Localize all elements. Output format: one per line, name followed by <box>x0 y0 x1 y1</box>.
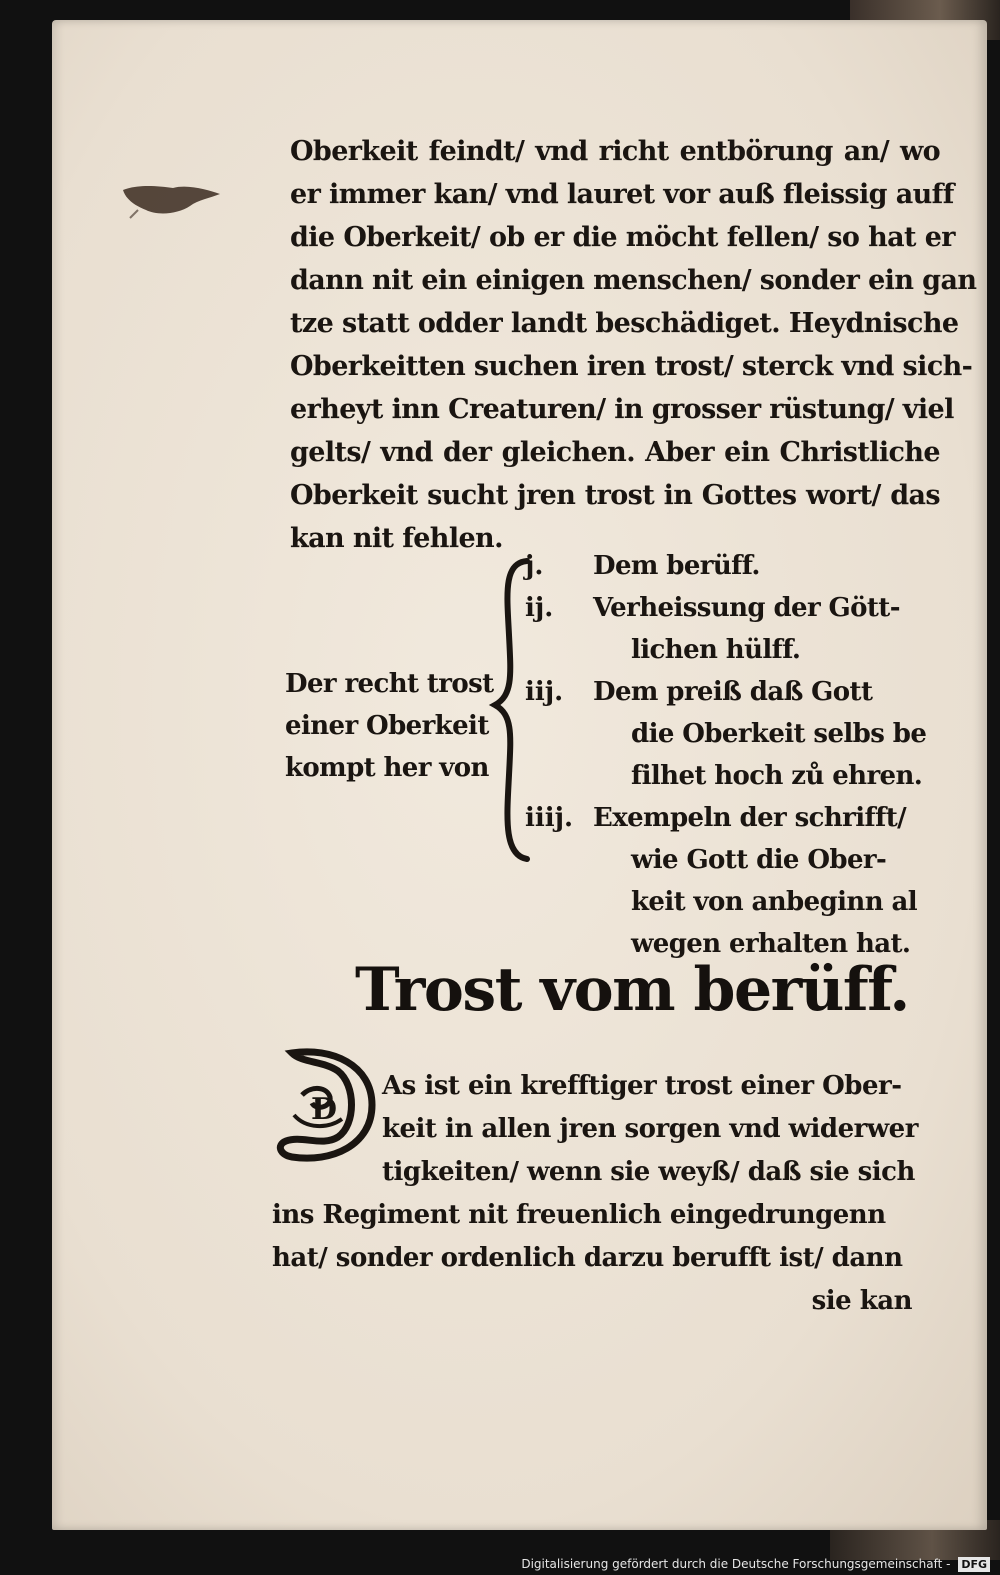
text-line: die Oberkeit/ ob er die möcht fellen/ so hat er <box>290 222 955 253</box>
text-line: dann nit ein einigen menschen/ sonder ein gan <box>290 265 977 296</box>
outline-lead-line: kompt her von <box>285 753 489 783</box>
paragraph <box>272 1065 918 1323</box>
text-line: Oberkeitten suchen iren trost/ sterck vnd sich- <box>290 351 973 382</box>
outline-item-number: ij. <box>525 593 554 623</box>
paragraph-line: hat/ sonder ordenlich darzu berufft ist/ dann <box>272 1243 903 1273</box>
outline-item-line: wegen erhalten hat. <box>631 929 911 959</box>
digitization-footer <box>0 1553 990 1575</box>
paragraph-line: As ist ein krefftiger trost einer Ober- <box>382 1071 902 1101</box>
outline-item-number: j. <box>525 551 544 581</box>
paragraph-line: tigkeiten/ wenn sie weyß/ daß sie sich <box>382 1157 915 1187</box>
outline-item-line: Dem preiß daß Gott <box>593 677 873 707</box>
dfg-logo: DFG <box>958 1557 990 1572</box>
catchword: sie kan <box>811 1286 912 1316</box>
outline-item-line: filhet hoch zů ehren. <box>631 761 923 791</box>
paragraph-line: ins Regiment nit freuenlich eingedrungenn <box>272 1200 886 1230</box>
section-heading: Trost vom berüff. <box>355 955 909 1025</box>
outline-item-line: die Oberkeit selbs be <box>631 719 927 749</box>
outline-lead-line: Der recht trost <box>285 669 494 699</box>
outline-item-line: keit von anbeginn al <box>631 887 918 917</box>
text-line: Oberkeit sucht jren trost in Gottes wort/ das <box>290 480 940 511</box>
outline-item-line: Exempeln der schrifft/ <box>593 803 907 833</box>
text-line: er immer kan/ vnd lauret vor auß fleissig auff <box>290 179 954 210</box>
outline-item-line: wie Gott die Ober- <box>631 845 887 875</box>
footer-text: Digitalisierung gefördert durch die Deutsche Forschungsgemeinschaft - <box>521 1557 951 1571</box>
paragraph-line: keit in allen jren sorgen vnd widerwer <box>382 1114 918 1144</box>
outline-lead-line: einer Oberkeit <box>285 711 489 741</box>
body-text <box>290 130 977 560</box>
outline-item-number: iij. <box>525 677 564 707</box>
text-line: tze statt odder landt beschädiget. Heydnische <box>290 308 959 339</box>
outline-item-line: Verheissung der Gött- <box>593 593 900 623</box>
text-line: Oberkeit feindt/ vnd richt entbörung an/ wo <box>290 136 940 167</box>
outline-item-line: Dem berüff. <box>593 551 760 581</box>
initial-letter-glyph: D <box>310 1092 338 1127</box>
outline-item-number: iiij. <box>525 803 574 833</box>
text-line: kan nit fehlen. <box>290 523 503 554</box>
ink-blot-mark <box>118 180 223 220</box>
outline-lead-text <box>285 663 515 789</box>
text-line: erheyt inn Creaturen/ in grosser rüstung/ viel <box>290 394 954 425</box>
outline-section <box>285 545 935 965</box>
text-line: gelts/ vnd der gleichen. Aber ein Christliche <box>290 437 940 468</box>
outline-item-line: lichen hülff. <box>631 635 801 665</box>
